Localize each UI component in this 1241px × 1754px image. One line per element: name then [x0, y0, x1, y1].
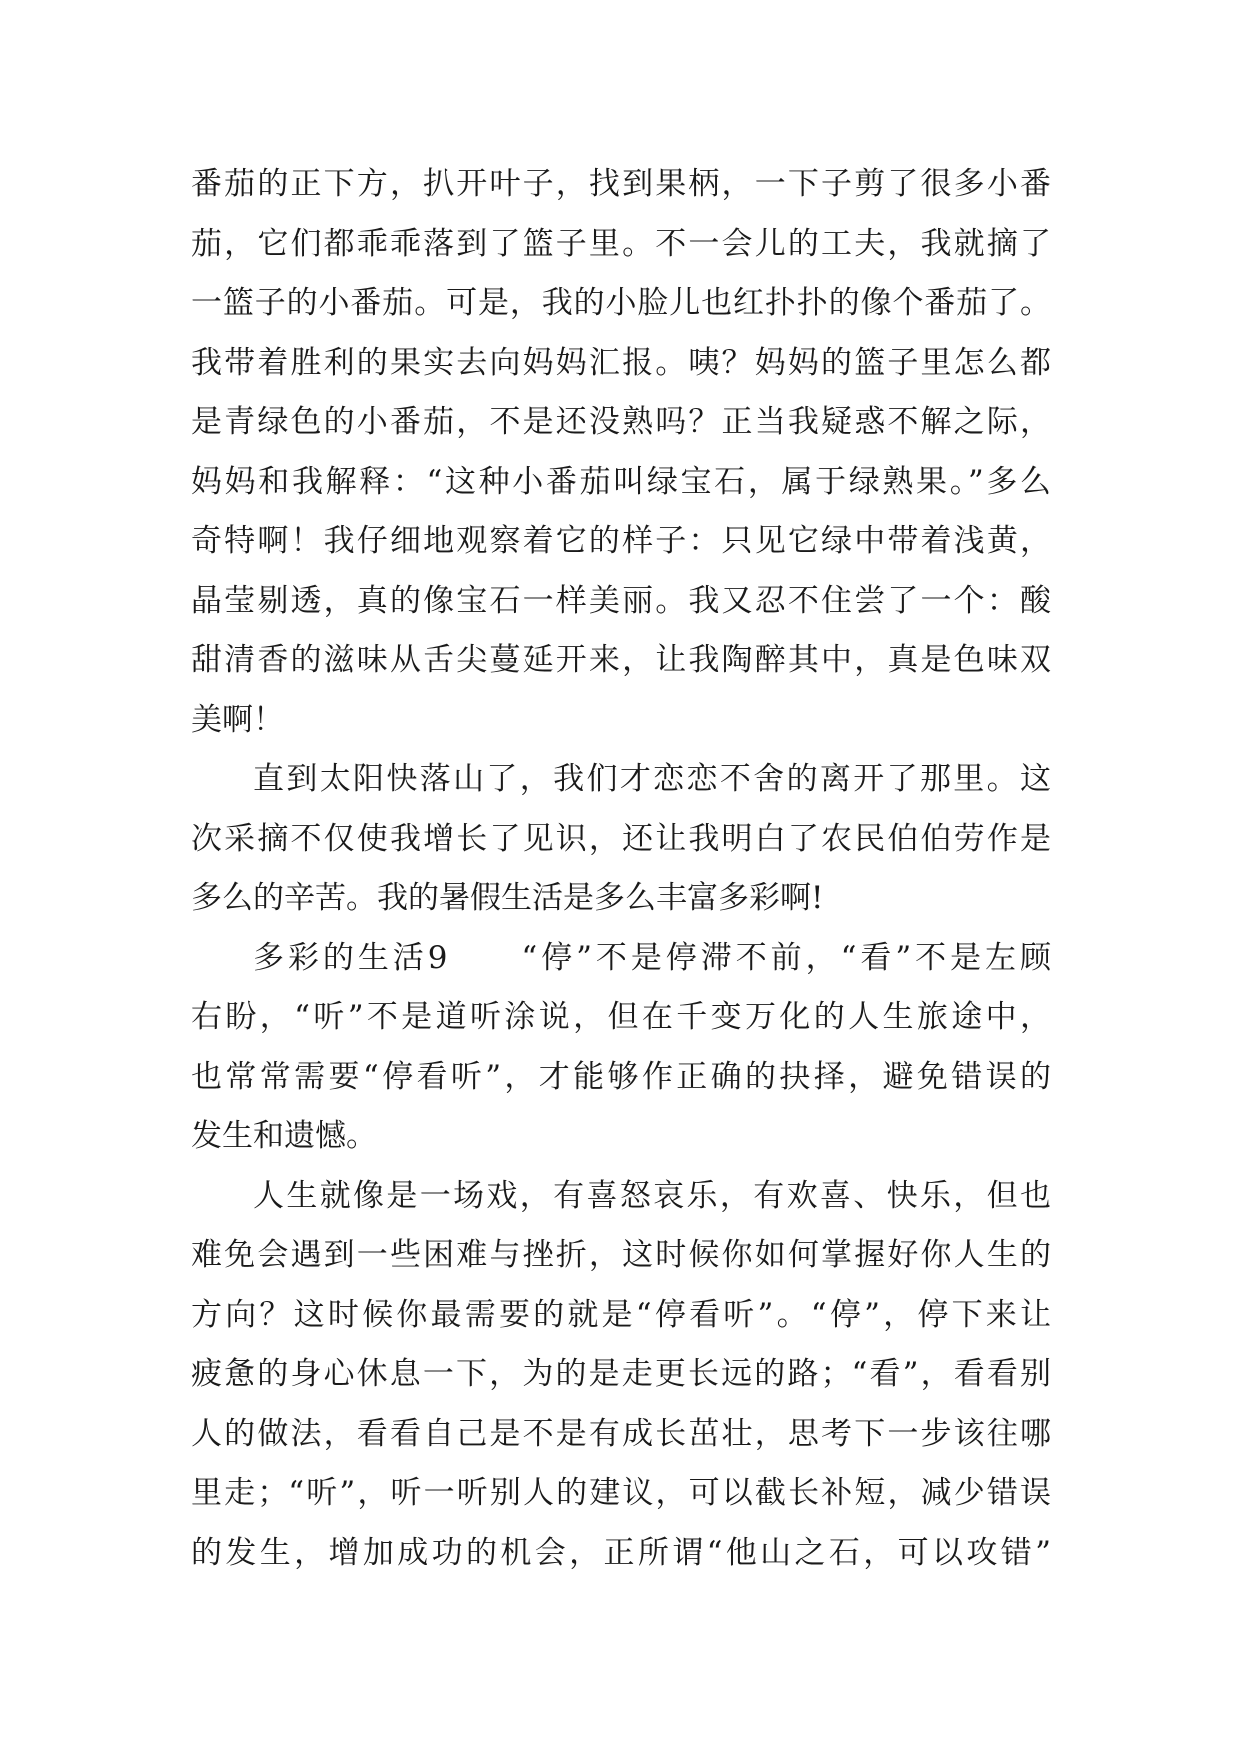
text-line: 人的做法，看看自己是不是有成长茁壮，思考下一步该往哪 — [191, 1415, 1051, 1452]
text-line: 多么的辛苦。我的暑假生活是多么丰富多彩啊! — [191, 880, 824, 916]
text-line: 妈妈和我解释：“这种小番茄叫绿宝石，属于绿熟果。”多么 — [191, 463, 1051, 500]
text-line: 次采摘不仅使我增长了见识，还让我明白了农民伯伯劳作是 — [191, 820, 1051, 857]
text-line: 晶莹剔透，真的像宝石一样美丽。我又忍不住尝了一个：酸 — [191, 582, 1051, 619]
text-line: 右盼，“听”不是道听涂说，但在千变万化的人生旅途中， — [191, 999, 1051, 1035]
text-line: 一篮子的小番茄。可是，我的小脸儿也红扑扑的像个番茄了。 — [191, 285, 1051, 321]
paragraph-first-line: 多彩的生活9 “停”不是停滞不前，“看”不是左顾 — [253, 939, 1051, 976]
text-line: 疲惫的身心休息一下，为的是走更长远的路；“看”，看看别 — [191, 1356, 1051, 1392]
text-line: 的发生，增加成功的机会，正所谓“他山之石，可以攻错” — [191, 1534, 1051, 1571]
text-line: 甜清香的滋味从舌尖蔓延开来，让我陶醉其中，真是色味双 — [191, 642, 1051, 678]
text-line: 美啊！ — [191, 701, 284, 738]
text-line: 方向？这时候你最需要的就是“停看听”。“停”，停下来让 — [191, 1296, 1051, 1333]
body-text — [191, 155, 1051, 1583]
text-line: 里走；“听”，听一听别人的建议，可以截长补短，减少错误 — [191, 1475, 1051, 1511]
text-line: 发生和遗憾。 — [191, 1118, 377, 1154]
text-line: 我带着胜利的果实去向妈妈汇报。咦？妈妈的篮子里怎么都 — [191, 344, 1051, 381]
text-line: 奇特啊！我仔细地观察着它的样子：只见它绿中带着浅黄， — [191, 523, 1051, 559]
text-line: 是青绿色的小番茄，不是还没熟吗？正当我疑惑不解之际， — [191, 404, 1051, 440]
text-line: 难免会遇到一些困难与挫折，这时候你如何掌握好你人生的 — [191, 1237, 1051, 1273]
paragraph-first-line: 直到太阳快落山了，我们才恋恋不舍的离开了那里。这 — [253, 761, 1051, 797]
paragraph-first-line: 人生就像是一场戏，有喜怒哀乐，有欢喜、快乐，但也 — [253, 1177, 1051, 1214]
text-line: 也常常需要“停看听”，才能够作正确的抉择，避免错误的 — [191, 1058, 1051, 1095]
text-line: 番茄的正下方，扒开叶子，找到果柄，一下子剪了很多小番 — [191, 166, 1051, 202]
text-line: 茄，它们都乖乖落到了篮子里。不一会儿的工夫，我就摘了 — [191, 225, 1051, 262]
